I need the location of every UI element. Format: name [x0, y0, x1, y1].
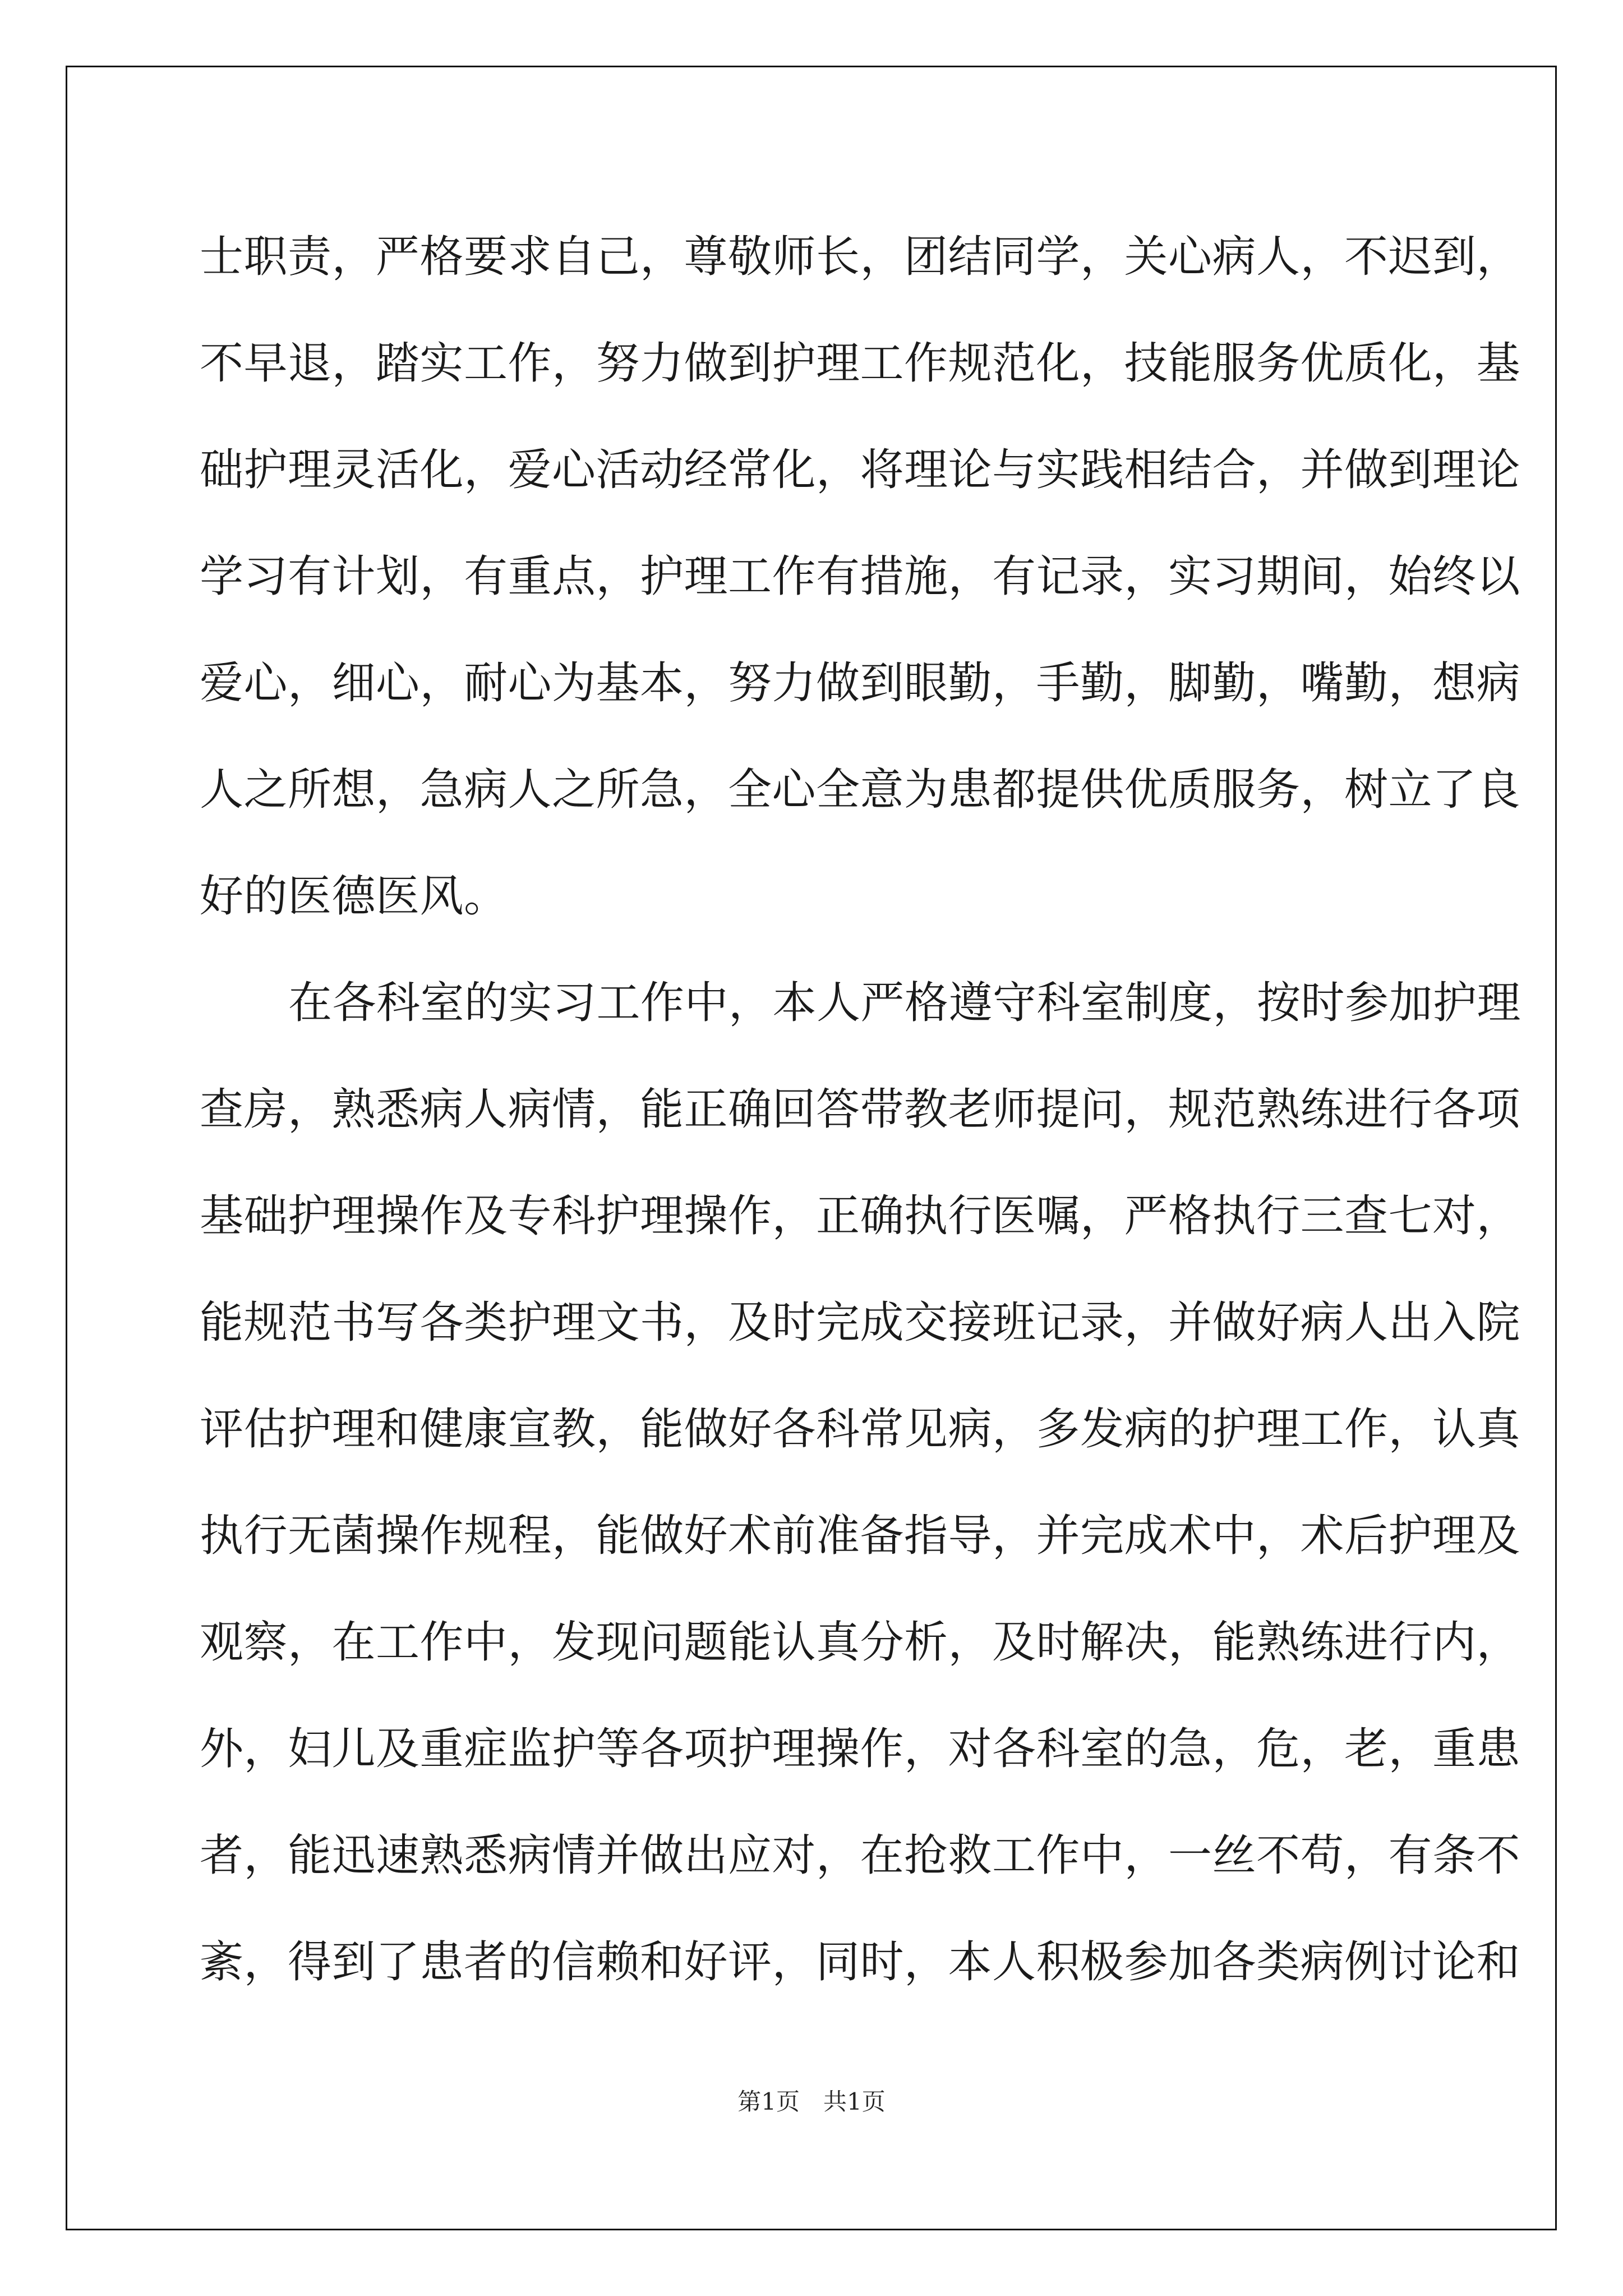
text-line: 础护理灵活化，爱心活动经常化，将理论与实践相结合，并做到理论: [200, 445, 1521, 495]
paragraph-2: [200, 950, 1521, 2016]
text-line: 紊，得到了患者的信赖和好评，同时，本人积极参加各类病例讨论和: [200, 1937, 1521, 1987]
document-body: [200, 204, 1521, 2016]
text-line: 好的医德医风。: [200, 871, 508, 922]
paragraph-1: [200, 204, 1521, 950]
text-line: 能规范书写各类护理文书，及时完成交接班记录，并做好病人出入院: [200, 1297, 1521, 1348]
text-line: 爱心，细心，耐心为基本，努力做到眼勤，手勤，脚勤，嘴勤，想病: [200, 658, 1521, 708]
text-line: 执行无菌操作规程，能做好术前准备指导，并完成术中，术后护理及: [200, 1511, 1521, 1561]
page-number-label: 第1页 共1页: [737, 2088, 886, 2115]
text-line: 观察，在工作中，发现问题能认真分析，及时解决，能熟练进行内，: [200, 1617, 1521, 1668]
text-line: 人之所想，急病人之所急，全心全意为患都提供优质服务，树立了良: [200, 765, 1521, 815]
text-line: 学习有计划，有重点，护理工作有措施，有记录，实习期间，始终以: [200, 551, 1521, 602]
text-line: 者，能迅速熟悉病情并做出应对，在抢救工作中，一丝不苟，有条不: [200, 1830, 1521, 1881]
text-line: 评估护理和健康宣教，能做好各科常见病，多发病的护理工作，认真: [200, 1404, 1521, 1455]
text-line: 士职责，严格要求自己，尊敬师长，团结同学，关心病人，不迟到，: [200, 232, 1521, 282]
text-line: 基础护理操作及专科护理操作，正确执行医嘱，严格执行三查七对，: [200, 1191, 1521, 1241]
text-line: 外，妇儿及重症监护等各项护理操作，对各科室的急，危，老，重患: [200, 1724, 1521, 1774]
page-footer: [0, 2083, 1623, 2117]
text-line: 在各科室的实习工作中，本人严格遵守科室制度，按时参加护理: [288, 978, 1521, 1028]
text-line: 不早退，踏实工作，努力做到护理工作规范化，技能服务优质化，基: [200, 338, 1521, 389]
text-line: 查房，熟悉病人病情，能正确回答带教老师提问，规范熟练进行各项: [200, 1084, 1521, 1135]
